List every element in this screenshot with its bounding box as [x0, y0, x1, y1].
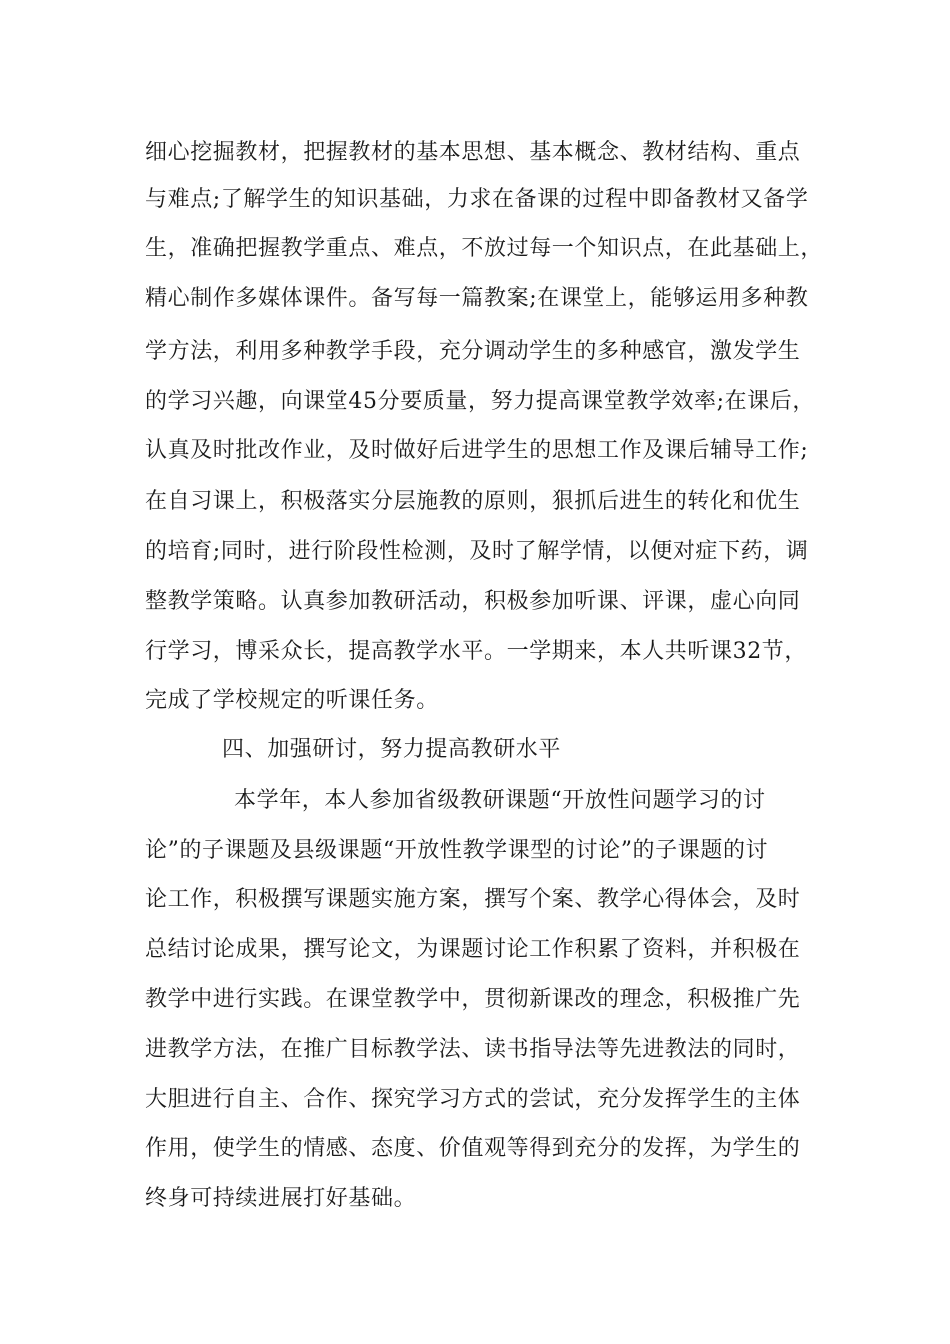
- paragraph-1-line: 的学习兴趣，向课堂45分要质量，努力提高课堂教学效率;在课后，: [145, 389, 816, 414]
- paragraph-2-line: 论工作，积极撰写课题实施方案，撰写个案、教学心得体会，及时: [145, 887, 801, 912]
- paragraph-1-line: 学方法，利用多种教学手段，充分调动学生的多种感官，激发学生: [145, 339, 801, 364]
- paragraph-2-line: 论”的子课题及县级课题“开放性教学课型的讨论”的子课题的讨: [145, 838, 769, 863]
- paragraph-1-line: 完成了学校规定的听课任务。: [145, 688, 439, 713]
- section-heading: 四、加强研讨，努力提高教研水平: [222, 737, 562, 762]
- paragraph-1-line: 整教学策略。认真参加教研活动，积极参加听课、评课，虚心向同: [145, 589, 801, 614]
- paragraph-2-line: 本学年，本人参加省级教研课题“开放性问题学习的讨: [234, 788, 766, 813]
- paragraph-1-line: 的培育;同时，进行阶段性检测，及时了解学情，以便对症下药，调: [145, 539, 809, 564]
- paragraph-1-line: 在自习课上，积极落实分层施教的原则，狠抓后进生的转化和优生: [145, 489, 801, 514]
- paragraph-2-line: 进教学方法，在推广目标教学法、读书指导法等先进教法的同时，: [145, 1037, 801, 1062]
- paragraph-1-line: 行学习，博采众长，提高教学水平。一学期来，本人共听课32节，: [145, 639, 807, 664]
- paragraph-1-line: 生，准确把握教学重点、难点，不放过每一个知识点，在此基础上，: [145, 236, 824, 261]
- paragraph-1-line: 细心挖掘教材，把握教材的基本思想、基本概念、教材结构、重点: [145, 140, 801, 165]
- paragraph-2-line: 大胆进行自主、合作、探究学习方式的尝试，充分发挥学生的主体: [145, 1087, 801, 1112]
- paragraph-2-line: 教学中进行实践。在课堂教学中，贯彻新课改的理念，积极推广先: [145, 987, 801, 1012]
- paragraph-2-line: 作用，使学生的情感、态度、价值观等得到充分的发挥，为学生的: [145, 1136, 801, 1161]
- paragraph-1-line: 精心制作多媒体课件。备写每一篇教案;在课堂上，能够运用多种教: [145, 286, 809, 311]
- paragraph-1-line: 认真及时批改作业，及时做好后进学生的思想工作及课后辅导工作;: [145, 438, 809, 463]
- paragraph-1-line: 与难点;了解学生的知识基础，力求在备课的过程中即备教材又备学: [145, 187, 809, 212]
- paragraph-2-line: 总结讨论成果，撰写论文，为课题讨论工作积累了资料，并积极在: [145, 937, 801, 962]
- paragraph-2-line: 终身可持续进展打好基础。: [145, 1186, 417, 1211]
